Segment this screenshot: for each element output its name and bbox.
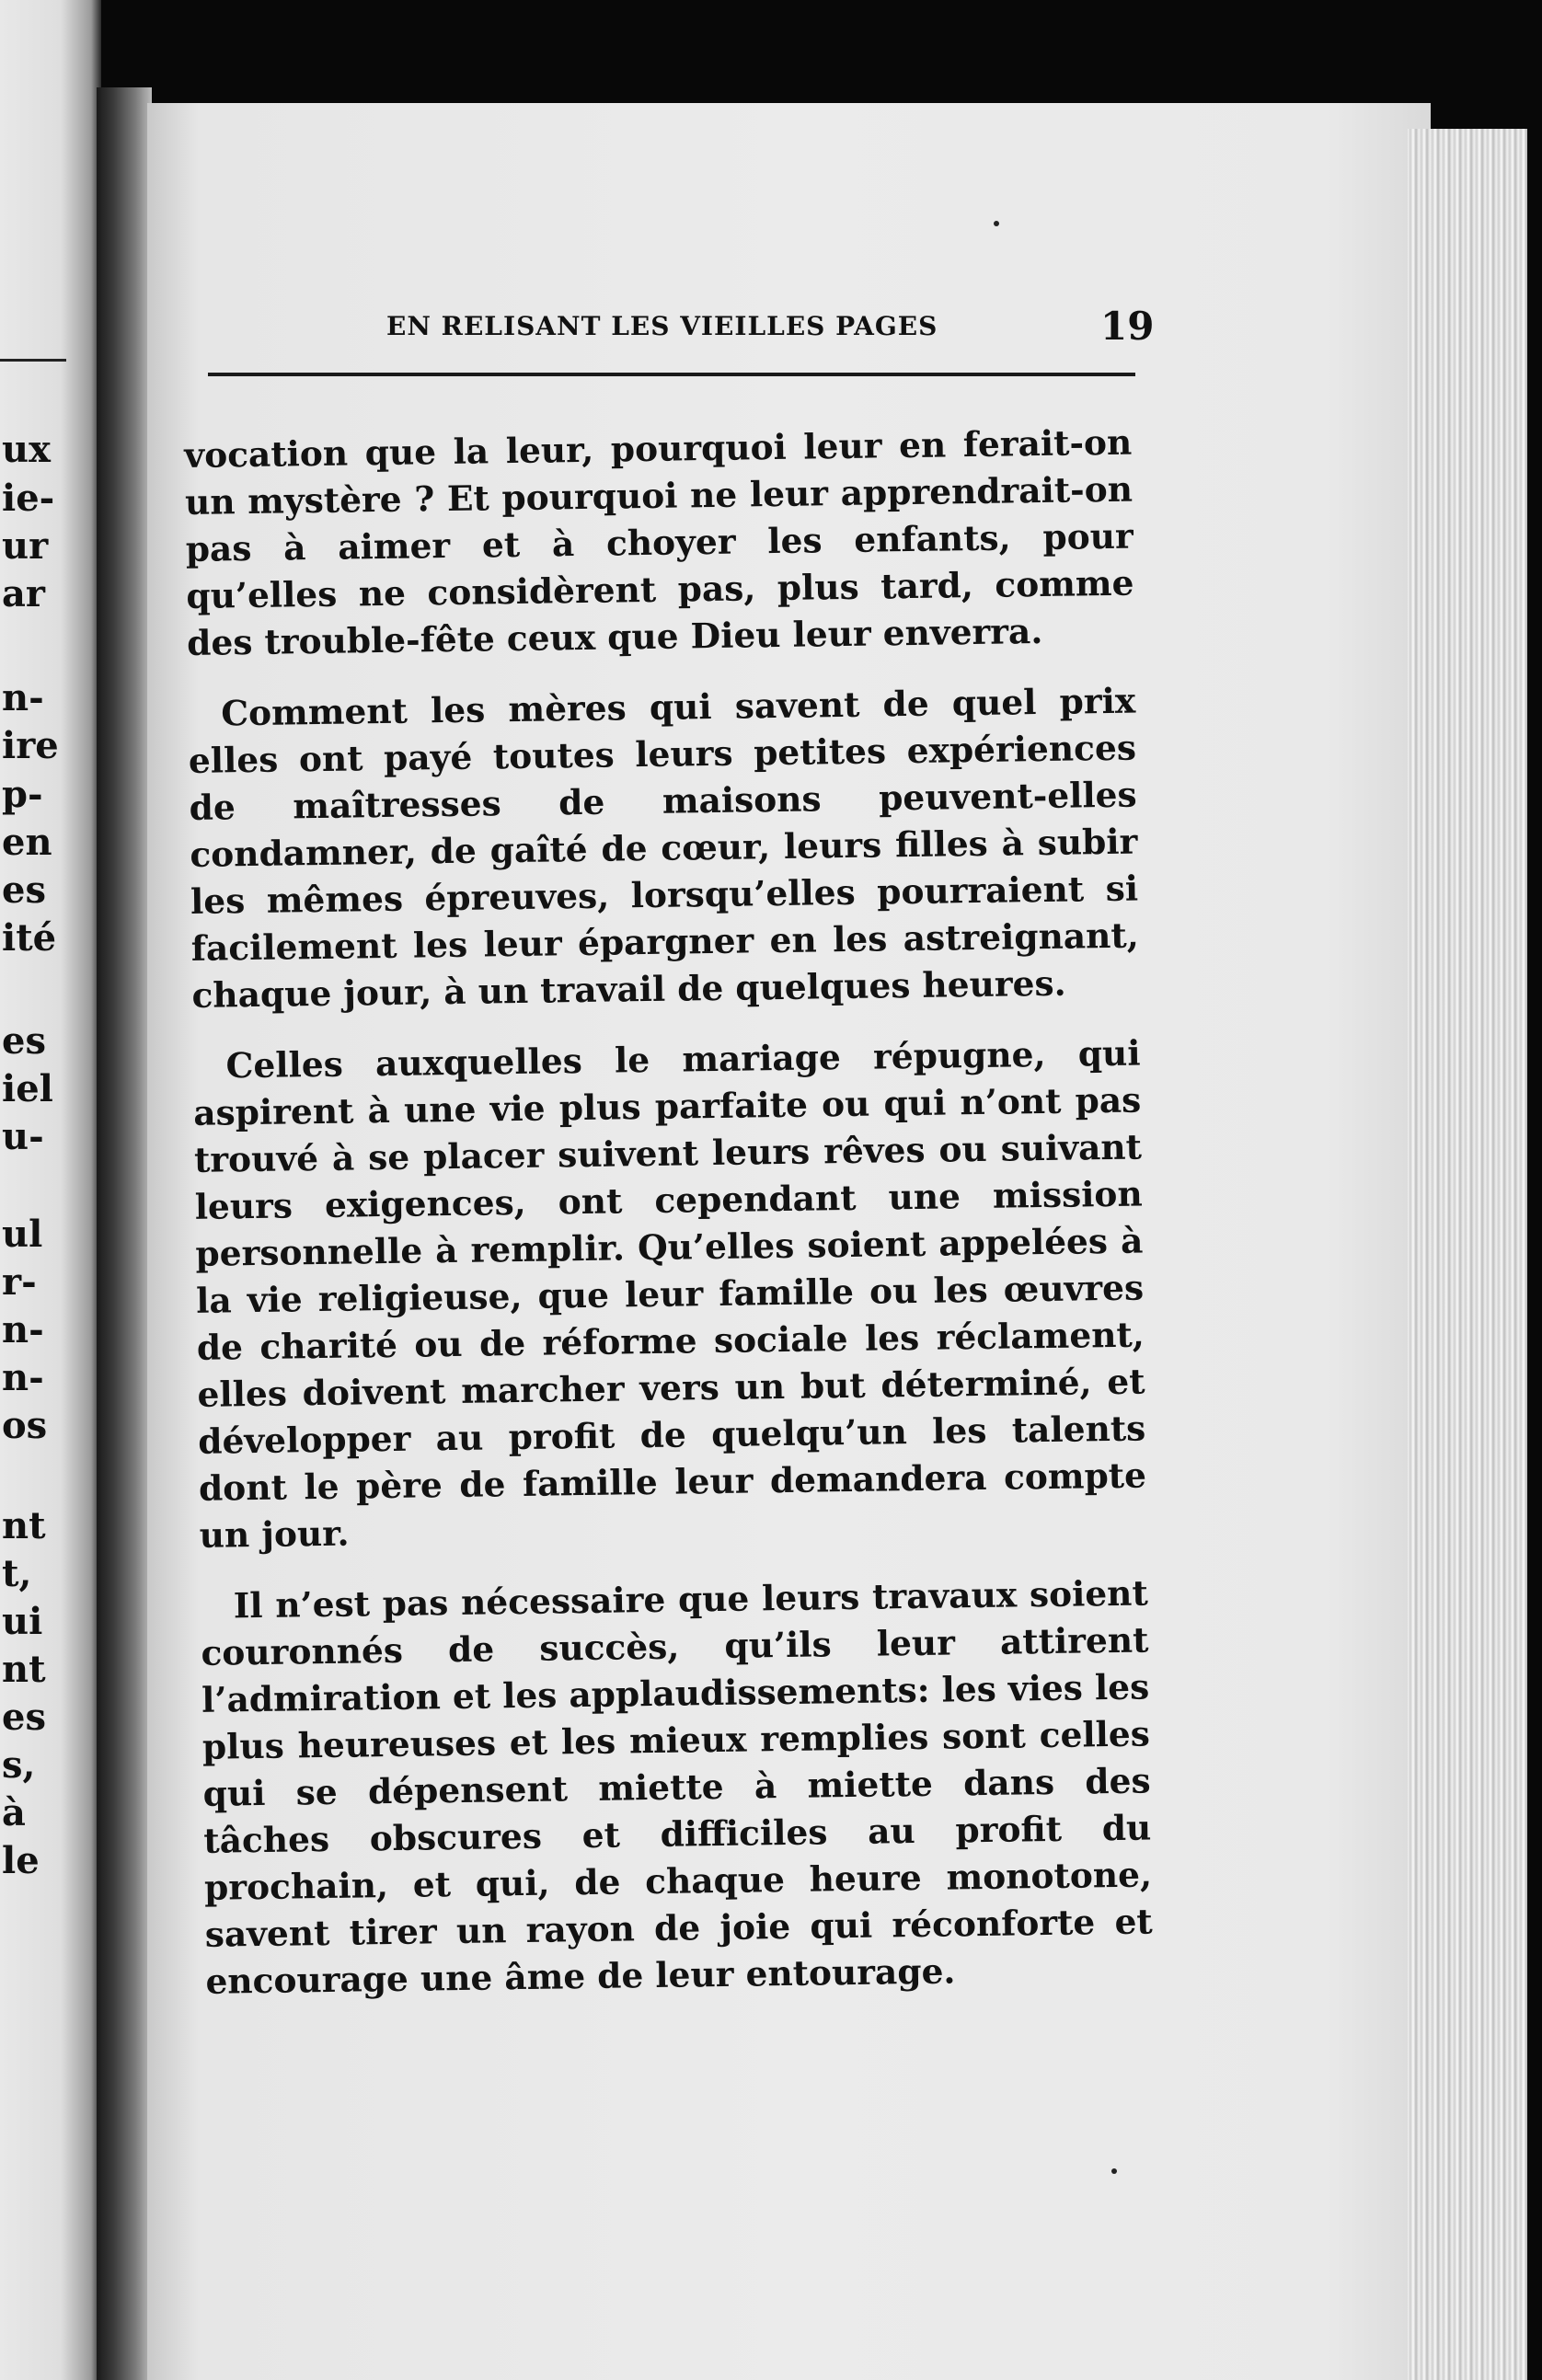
left-page-fragment: es bbox=[2, 1696, 46, 1739]
left-page-fragment: iel bbox=[2, 1067, 53, 1110]
left-page-fragment: u- bbox=[2, 1115, 44, 1158]
left-page-fragment: nt bbox=[2, 1504, 46, 1547]
page-stack-edge bbox=[1408, 129, 1527, 2380]
left-page-fragment: n- bbox=[2, 676, 44, 719]
left-page-fragment: ar bbox=[2, 572, 45, 615]
left-page-fragment: le bbox=[2, 1839, 40, 1882]
paragraph: vocation que la leur, pourquoi leur en ferait-on un mystère ? Et pourquoi ne leur apprendrait-on pas à aimer et à choyer les enfants, pour qu’elles ne considèrent pas, plus tard, comme des trouble-fête ceux que Dieu leur enverra. bbox=[184, 421, 1134, 663]
left-page-fragment: s, bbox=[2, 1743, 36, 1787]
binding-gutter bbox=[97, 87, 152, 2380]
left-page-fragment: es bbox=[2, 868, 46, 912]
scan-speck bbox=[994, 221, 999, 226]
left-page-fragment: n- bbox=[2, 1356, 44, 1399]
left-page-fragment: t, bbox=[2, 1552, 32, 1595]
left-page-fragment: en bbox=[2, 821, 52, 864]
page-number: 19 bbox=[1100, 304, 1155, 349]
left-page-fragment: r- bbox=[2, 1260, 37, 1304]
left-page-fragment: ux bbox=[2, 428, 51, 471]
left-page-fragment: ul bbox=[2, 1213, 43, 1256]
left-page-fragment: es bbox=[2, 1019, 46, 1063]
left-page-fragment: p- bbox=[2, 773, 43, 816]
scan-speck bbox=[1111, 2168, 1117, 2174]
left-page-fragment: nt bbox=[2, 1648, 46, 1691]
left-page-fragment: ie- bbox=[2, 477, 55, 520]
paragraph: Il n’est pas nécessaire que leurs travaux soient couronnés de succès, qu’ils leur attirent l’admiration et les applaudissements: les vies les plus heureuses et les mieux remplies sont celles qui se dépensent miette à miette dans des tâches obscures et difficiles au profit du prochain, et qui, de chaque heure monotone, savent tirer un rayon de joie qui réconforte et encourage une âme de leur entourage. bbox=[201, 1572, 1154, 2002]
left-page-fragment: ire bbox=[2, 724, 59, 767]
left-page-fragment: ur bbox=[2, 524, 49, 568]
paragraph: Celles auxquelles le mariage répugne, qui aspirent à une vie plus parfaite ou qui n’ont pas trouvé à se placer suivent leurs rêves ou suivant leurs exigences, ont cependant une mission personnelle à remplir. Qu’elles soient appelées à la vie religieuse, que leur famille ou les œuvres de charité ou de réforme sociale les réclament, elles doivent marcher vers un but déterminé, et développer au profit de quelqu’un les talents dont le père de famille leur demandera compte un jour. bbox=[193, 1032, 1147, 1556]
running-head: EN RELISANT LES VIEILLES PAGES bbox=[386, 311, 938, 341]
header-rule bbox=[208, 373, 1135, 376]
left-page-fragment: ité bbox=[2, 916, 57, 960]
left-page-fragment: à bbox=[2, 1791, 26, 1834]
paragraph: Comment les mères qui savent de quel prix elles ont payé toutes leurs petites expériences de maîtresses de maisons peuvent-elles condamner, de gaîté de cœur, leurs filles à subir les mêmes épreuves, lorsqu’elles pourraient si facilement les leur épargner en les astreignant, chaque jour, à un travail de quelques heures. bbox=[188, 680, 1140, 1016]
left-page-fragment: n- bbox=[2, 1308, 44, 1351]
left-page-edge bbox=[0, 0, 101, 2380]
page-body bbox=[184, 420, 1154, 2029]
left-page-fragment: ui bbox=[2, 1600, 43, 1643]
left-page-rule bbox=[0, 359, 66, 362]
left-page-fragment: os bbox=[2, 1404, 48, 1447]
